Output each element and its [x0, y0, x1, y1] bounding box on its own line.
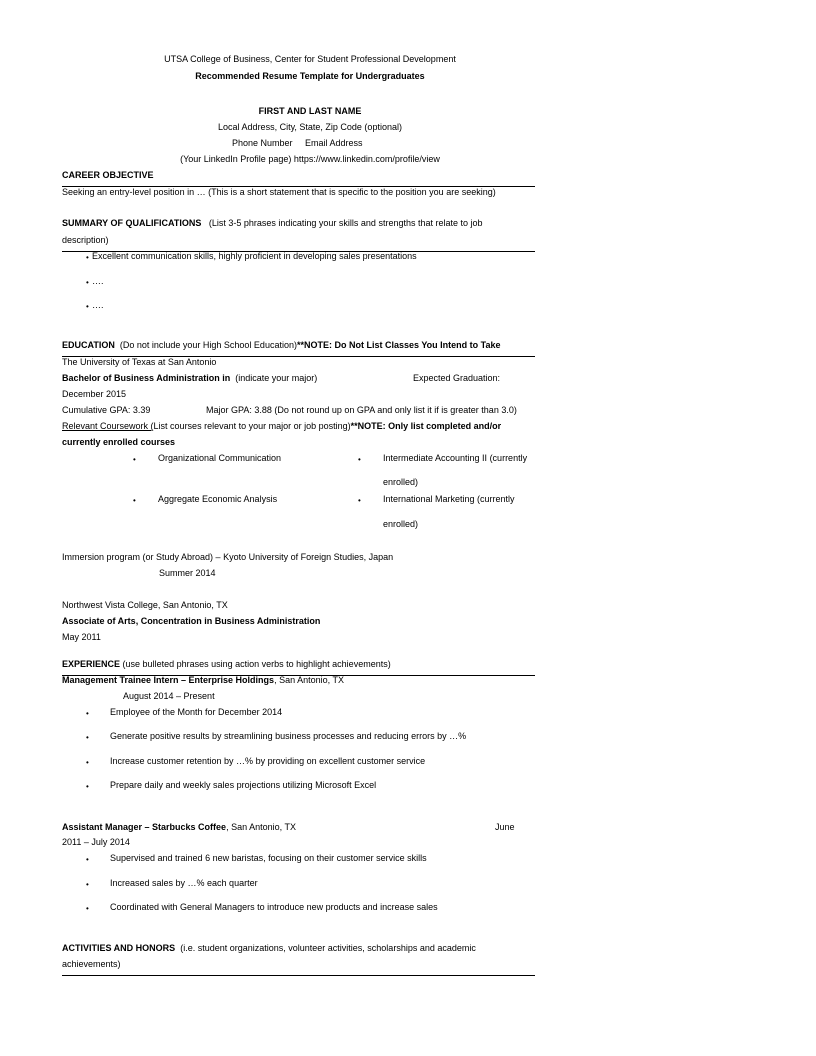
job-bullet: Prepare daily and weekly sales projections utilizing Microsoft Excel [110, 780, 377, 790]
degree-date: May 2011 [62, 632, 101, 642]
expected-graduation-label: Expected Graduation: [413, 373, 501, 383]
bullet-icon: • [86, 278, 89, 287]
bullet-icon: • [86, 782, 89, 791]
job-title: Assistant Manager – Starbucks Coffee [62, 822, 227, 832]
job-bullet: Increase customer retention by …% by providing on excellent customer service [110, 756, 426, 766]
education-heading-line [62, 340, 501, 351]
experience-heading: EXPERIENCE [62, 659, 121, 669]
experience-note: (use bulleted phrases using action verbs to highlight achievements) [122, 659, 391, 669]
summary-item: Excellent communication skills, highly proficient in developing sales presentations [92, 251, 417, 261]
course-item: International Marketing (currently [383, 494, 515, 504]
immersion-date: Summer 2014 [159, 568, 216, 578]
job-dates: 2011 – July 2014 [62, 837, 130, 847]
course-item-cont: enrolled) [383, 519, 419, 529]
course-item: Organizational Communication [158, 453, 282, 463]
degree-note: (indicate your major) [235, 373, 318, 383]
activities-note-cont: achievements) [62, 959, 121, 969]
graduation-date: December 2015 [62, 389, 127, 399]
job-bullet: Generate positive results by streamlining business processes and reducing errors by …% [110, 731, 467, 741]
activities-note: (i.e. student organizations, volunteer activities, scholarships and academic [180, 943, 476, 953]
course-item: Intermediate Accounting II (currently [383, 453, 528, 463]
bullet-icon: • [86, 733, 89, 742]
coursework-note-bold-cont: currently enrolled courses [62, 437, 176, 447]
school-name: Northwest Vista College, San Antonio, TX [62, 600, 228, 610]
job-location: , San Antonio, TX [274, 675, 344, 685]
job-title-line [62, 822, 296, 833]
job-title: Management Trainee Intern – Enterprise Holdings [62, 675, 275, 685]
coursework-note: List courses relevant to your major or job posting) [153, 421, 351, 431]
summary-heading: SUMMARY OF QUALIFICATIONS [62, 218, 202, 228]
job-dates: August 2014 – Present [123, 691, 215, 701]
phone-number: Phone Number [232, 138, 293, 148]
education-note: (Do not include your High School Education) [119, 340, 297, 350]
degree-title: Bachelor of Business Administration in [62, 373, 231, 383]
coursework-line [62, 421, 501, 432]
resume-name: FIRST AND LAST NAME [258, 106, 362, 116]
career-objective-heading: CAREER OBJECTIVE [62, 170, 154, 180]
bullet-icon: • [358, 496, 361, 505]
bullet-icon: • [86, 302, 89, 311]
bullet-icon: • [86, 253, 89, 262]
job-date-start: June [495, 822, 515, 832]
summary-note-cont: description) [62, 235, 109, 245]
linkedin-line: (Your LinkedIn Profile page) https://www.linkedin.com/profile/view [180, 154, 440, 164]
org-name: UTSA College of Business, Center for Student Professional Development [164, 54, 456, 64]
job-bullet: Increased sales by …% each quarter [110, 878, 258, 888]
template-subtitle: Recommended Resume Template for Undergraduates [195, 71, 425, 81]
activities-heading: ACTIVITIES AND HONORS [62, 943, 176, 953]
coursework-note-bold: **NOTE: Only list completed and/or [350, 421, 502, 431]
summary-item: …. [92, 276, 104, 286]
degree-line [62, 373, 317, 384]
section-divider [62, 975, 535, 976]
job-location: , San Antonio, TX [226, 822, 296, 832]
bullet-icon: • [86, 709, 89, 718]
bullet-icon: • [86, 855, 89, 864]
job-bullet: Coordinated with General Managers to introduce new products and increase sales [110, 902, 438, 912]
major-gpa: Major GPA: 3.88 (Do not round up on GPA and only list it if is greater than 3.0) [206, 405, 517, 415]
bullet-icon: • [358, 455, 361, 464]
job-bullet: Employee of the Month for December 2014 [110, 707, 283, 717]
career-objective-text: Seeking an entry-level position in … (This is a short statement that is specific to the position you are seeking) [62, 187, 496, 197]
experience-heading-line [62, 659, 391, 670]
summary-item: …. [92, 300, 104, 310]
school-name: The University of Texas at San Antonio [62, 357, 217, 367]
summary-note: (List 3-5 phrases indicating your skills and strengths that relate to job [208, 218, 483, 228]
course-item-cont: enrolled) [383, 477, 419, 487]
bullet-icon: • [86, 904, 89, 913]
coursework-label: Relevant Coursework ( [62, 421, 154, 431]
bullet-icon: • [133, 455, 136, 464]
activities-heading-line [62, 943, 476, 954]
summary-heading-line [62, 218, 483, 229]
email-address: Email Address [305, 138, 363, 148]
bullet-icon: • [86, 880, 89, 889]
education-heading: EDUCATION [62, 340, 115, 350]
degree-title: Associate of Arts, Concentration in Business Administration [62, 616, 321, 626]
bullet-icon: • [86, 758, 89, 767]
job-title-line [62, 675, 344, 686]
address-line: Local Address, City, State, Zip Code (optional) [218, 122, 402, 132]
course-item: Aggregate Economic Analysis [158, 494, 278, 504]
bullet-icon: • [133, 496, 136, 505]
immersion-program: Immersion program (or Study Abroad) – Kyoto University of Foreign Studies, Japan [62, 552, 394, 562]
cumulative-gpa: Cumulative GPA: 3.39 [62, 405, 151, 415]
education-note-bold: **NOTE: Do Not List Classes You Intend to Take [296, 340, 501, 350]
job-bullet: Supervised and trained 6 new baristas, focusing on their customer service skills [110, 853, 427, 863]
